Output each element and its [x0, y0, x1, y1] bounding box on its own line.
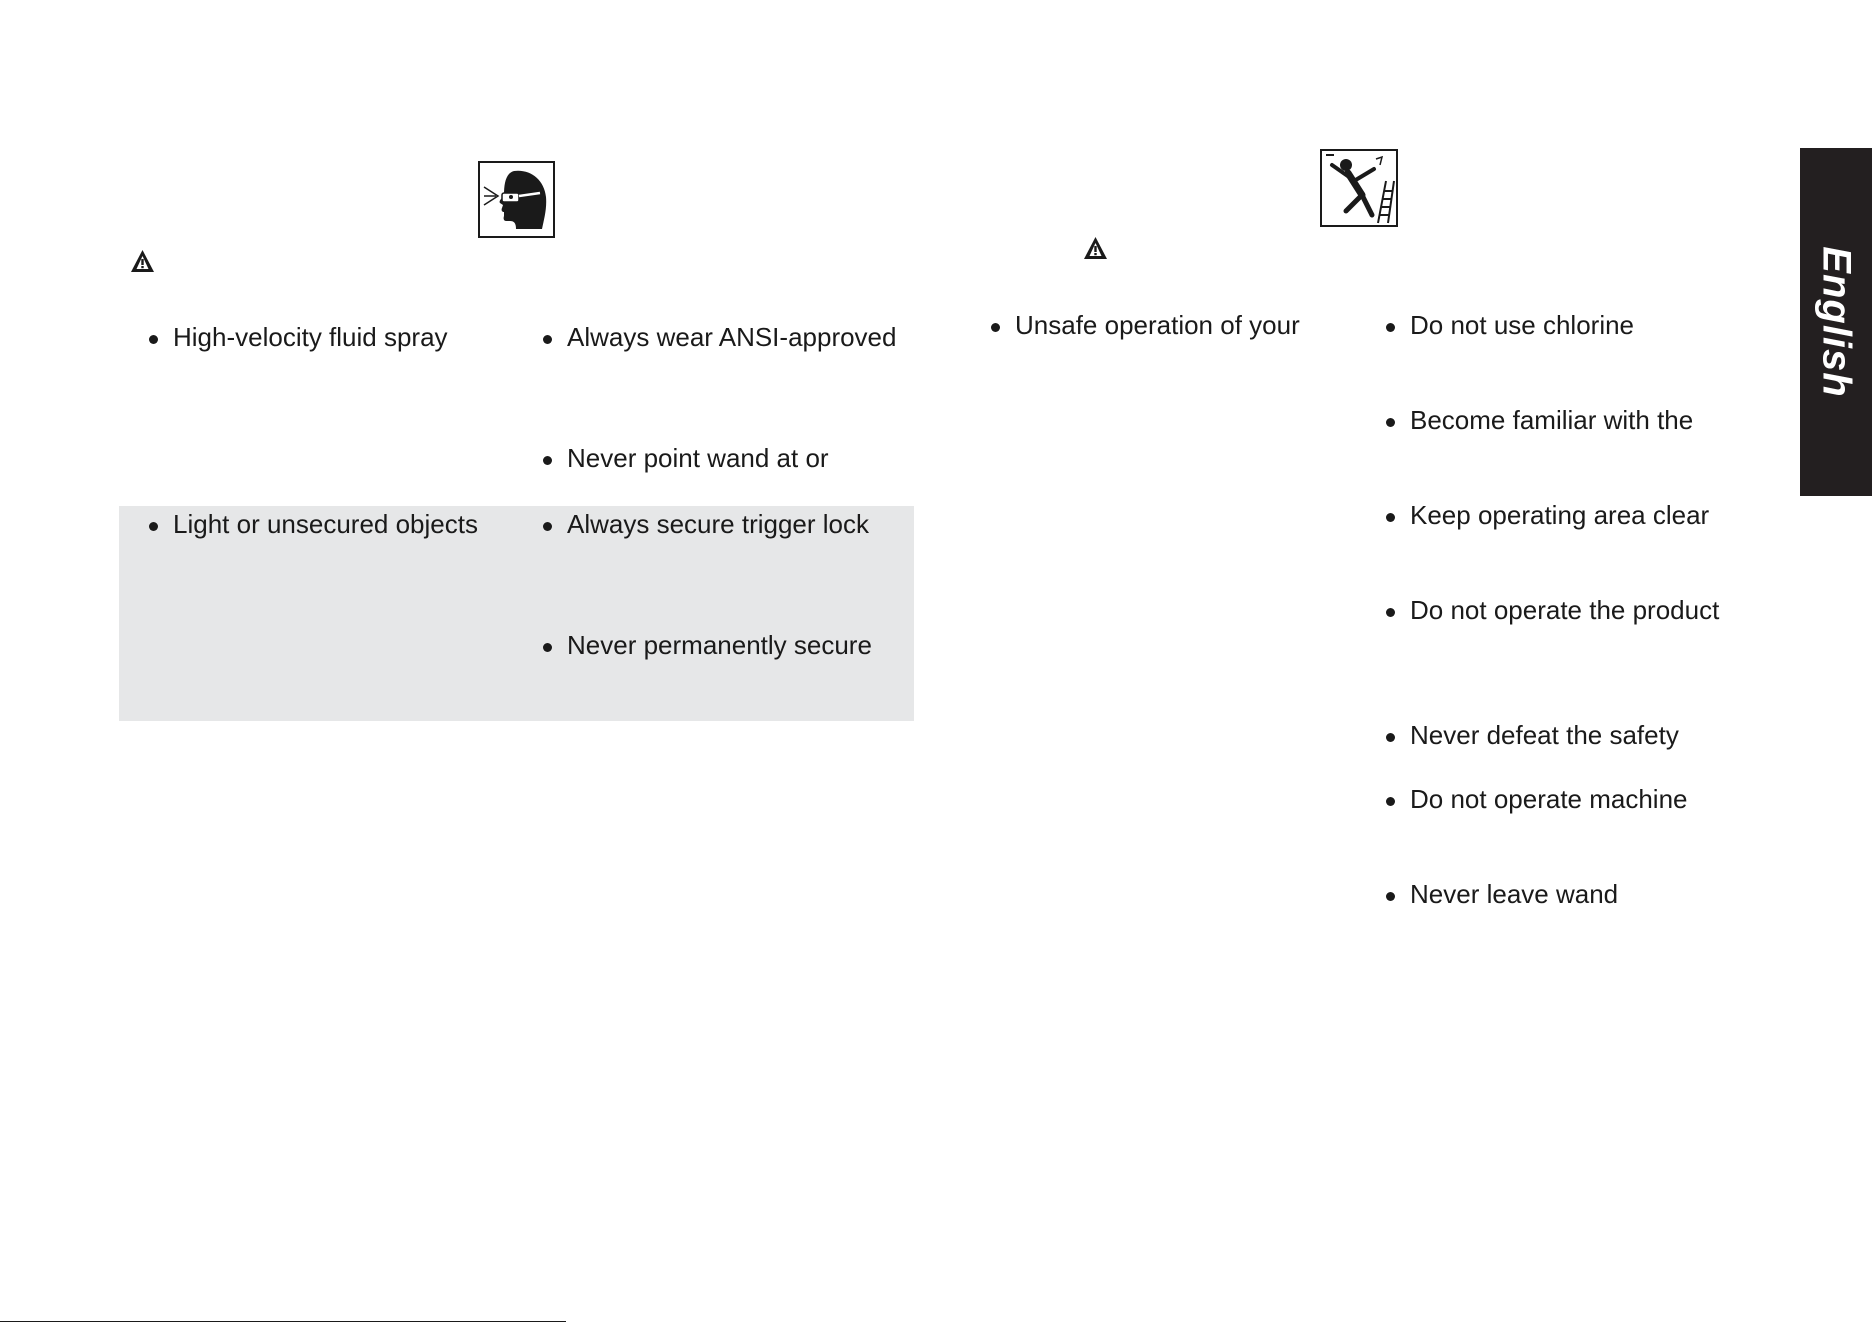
slip-fall-icon: [1320, 149, 1398, 227]
warning-triangle-icon: [130, 249, 155, 273]
hazard-text: Light or unsecured objects: [173, 509, 478, 539]
hazard-text: Unsafe operation of your: [1015, 310, 1300, 340]
language-tab: [1800, 148, 1872, 496]
precaution-text: Do not operate machine: [1410, 784, 1688, 814]
precaution-text: Never permanently secure: [567, 630, 872, 660]
hazard-text: High-velocity fluid spray: [173, 322, 448, 352]
precaution-text: Never leave wand: [1410, 879, 1619, 909]
precaution-text: Always secure trigger lock: [567, 509, 869, 539]
warning-triangle-icon: [1083, 236, 1108, 260]
precaution-text: Never point wand at or: [567, 443, 829, 473]
precaution-text: Always wear ANSI-approved: [567, 322, 897, 352]
language-tab-label: English: [1814, 246, 1859, 398]
precaution-text: Do not use chlorine: [1410, 310, 1635, 340]
eye-protection-icon: [478, 161, 555, 238]
precaution-text: Become familiar with the: [1410, 405, 1694, 435]
precaution-text: Do not operate the product: [1410, 595, 1720, 625]
precaution-text: Keep operating area clear: [1410, 500, 1710, 530]
precaution-text: Never defeat the safety: [1410, 720, 1679, 750]
footer-rule: [0, 1321, 566, 1322]
